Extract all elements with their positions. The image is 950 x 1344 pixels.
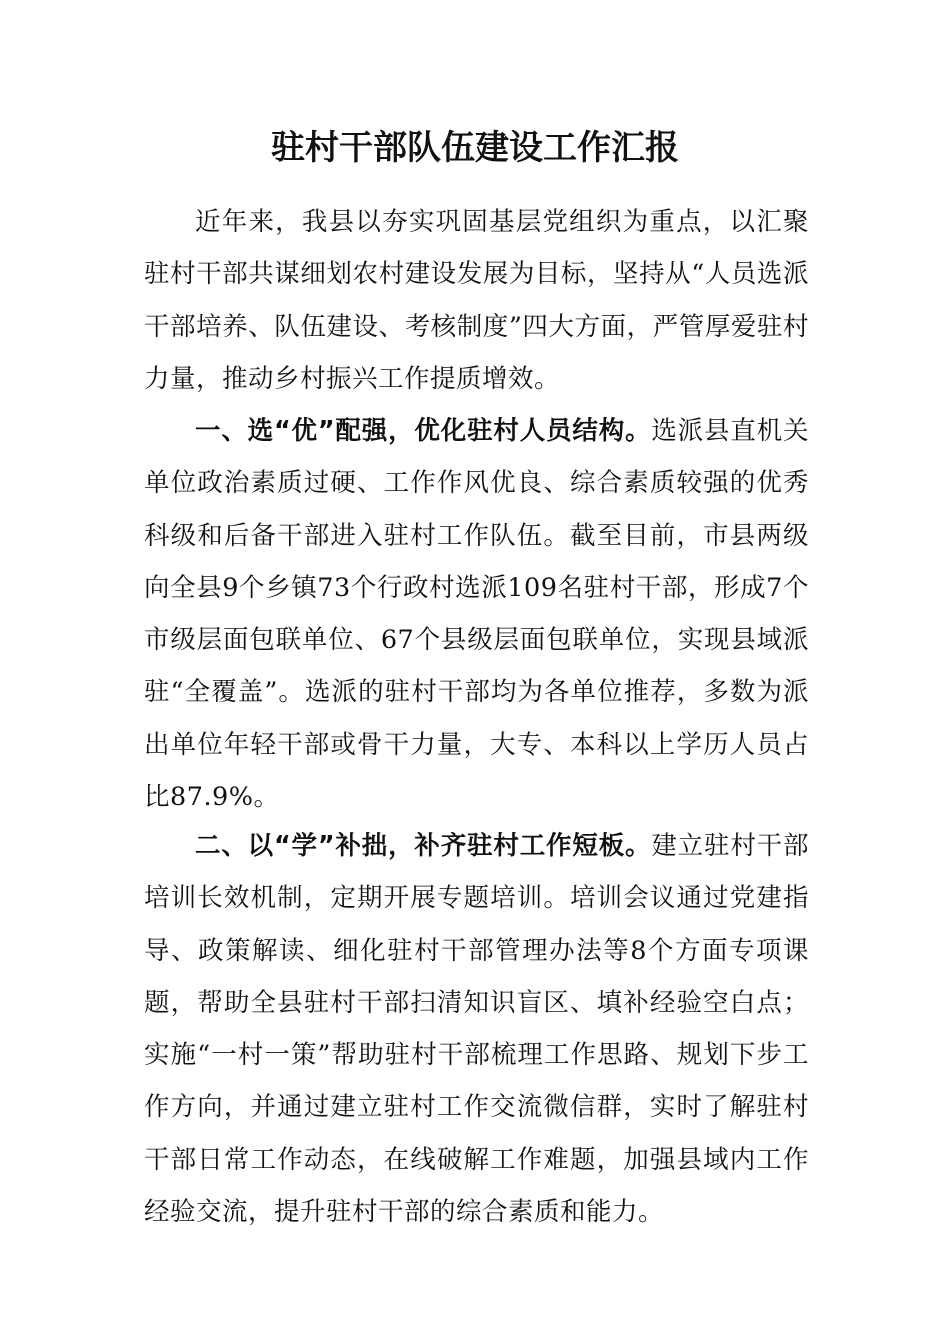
paragraph-intro <box>144 196 809 405</box>
document-title: 驻村干部队伍建设工作汇报 <box>271 128 679 168</box>
section-1-heading: 一、选“优”配强，优化驻村人员结构。 <box>195 416 652 446</box>
section-2-text: 建立驻村干部培训长效机制，定期开展专题培训。培训会议通过党建指导、政策解读、细化驻村干部管理办法等8个方面专项课题，帮助全县驻村干部扫清知识盲区、填补经验空白点；实施“一村一策”帮助驻村干部梳理工作思路、规划下步工作方向，并通过建立驻村工作交流微信群，实时了解驻村干部日常工作动态，在线破解工作难题，加强县域内工作经验交流，提升驻村干部的综合素质和能力。 <box>144 831 809 1228</box>
paragraph-intro-text: 近年来，我县以夯实巩固基层党组织为重点，以汇聚驻村干部共谋细划农村建设发展为目标，坚持从“人员选派干部培养、队伍建设、考核制度”四大方面，严管厚爱驻村力量，推动乡村振兴工作提质增效。 <box>144 207 809 394</box>
paragraph-section-2 <box>144 820 809 1238</box>
section-2-heading: 二、以“学”补拙，补齐驻村工作短板。 <box>195 831 652 861</box>
section-1-text: 选派县直机关单位政治素质过硬、工作作风优良、综合素质较强的优秀科级和后备干部进入驻村工作队伍。截至目前，市县两级向全县9个乡镇73个行政村选派109名驻村干部，形成7个市级层面包联单位、67个县级层面包联单位，实现县域派驻“全覆盖”。选派的驻村干部均为各单位推荐，多数为派出单位年轻干部或骨干力量，大专、本科以上学历人员占比87.9%。 <box>144 416 809 813</box>
paragraph-section-1 <box>144 405 809 823</box>
